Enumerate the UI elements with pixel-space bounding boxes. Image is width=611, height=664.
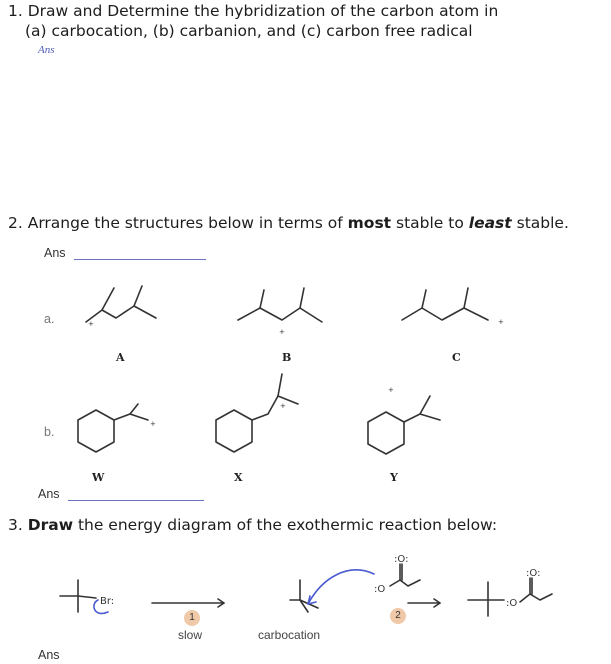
- reaction-arrow-2: [406, 598, 456, 608]
- q3-rest: the energy diagram of the exothermic reaction below:: [73, 516, 498, 534]
- q3-draw: Draw: [27, 516, 74, 534]
- oxygen-side: :O: [374, 584, 386, 595]
- q2-middle: stable to: [391, 214, 469, 232]
- q3-ans: Ans: [38, 648, 60, 662]
- cation-plus-x: +: [280, 402, 286, 410]
- step-2-marker: 2: [390, 608, 406, 624]
- q2-most: most: [347, 214, 392, 232]
- label-a: A: [116, 351, 125, 364]
- structure-a: [80, 282, 170, 332]
- row-b-label: b.: [44, 425, 55, 439]
- structure-b: [234, 284, 334, 354]
- q1-ans: Ans: [38, 44, 55, 56]
- cation-plus-y: +: [388, 386, 394, 394]
- cation-plus-b: +: [279, 328, 285, 336]
- q1-line2: (a) carbocation, (b) carbanion, and (c) carbon free radical: [25, 22, 473, 40]
- cation-plus-c: +: [498, 318, 504, 326]
- q2-ans-bottom: Ans: [38, 487, 60, 501]
- q2-ans-top: Ans: [44, 246, 66, 260]
- label-b: B: [282, 351, 292, 364]
- intermediate-label: carbocation: [258, 628, 321, 642]
- step-1-label: slow: [178, 628, 203, 642]
- q1-line1: 1. Draw and Determine the hybridization of the carbon atom in: [8, 2, 499, 20]
- q3-prefix: 3.: [8, 516, 28, 534]
- q2-prefix: 2. Arrange the structures below in terms of: [8, 214, 348, 232]
- reaction-arrow-1: [150, 598, 240, 608]
- cation-plus-w: +: [150, 420, 156, 428]
- q2-least: least: [468, 214, 512, 232]
- reactant-tbubr: [56, 578, 126, 628]
- cation-plus-a: +: [88, 320, 94, 328]
- oxygen-top: :O:: [394, 554, 409, 565]
- q2-ans-top-line: [74, 259, 206, 260]
- row-a-label: a.: [44, 312, 55, 326]
- step-1-marker: 1: [184, 610, 200, 626]
- q2-suffix: stable.: [511, 214, 569, 232]
- label-w: W: [92, 471, 105, 484]
- label-y: Y: [390, 471, 398, 484]
- label-c: C: [452, 351, 461, 364]
- q3-heading: [8, 516, 497, 534]
- q2-ans-bottom-line: [68, 500, 204, 501]
- curved-arrow-2: [308, 570, 374, 604]
- bromine-atom: Br:: [100, 596, 115, 607]
- structure-c: [398, 284, 508, 334]
- structure-w: [68, 400, 168, 470]
- structure-y: [358, 384, 458, 474]
- product-ester: [464, 568, 594, 632]
- oxygen-product: :O:: [526, 568, 541, 579]
- carbocation-intermediate: [278, 554, 448, 620]
- q2-heading: [8, 214, 569, 232]
- structure-x: [206, 368, 306, 468]
- oxygen-ester: :O: [506, 598, 518, 609]
- label-x: X: [234, 471, 243, 484]
